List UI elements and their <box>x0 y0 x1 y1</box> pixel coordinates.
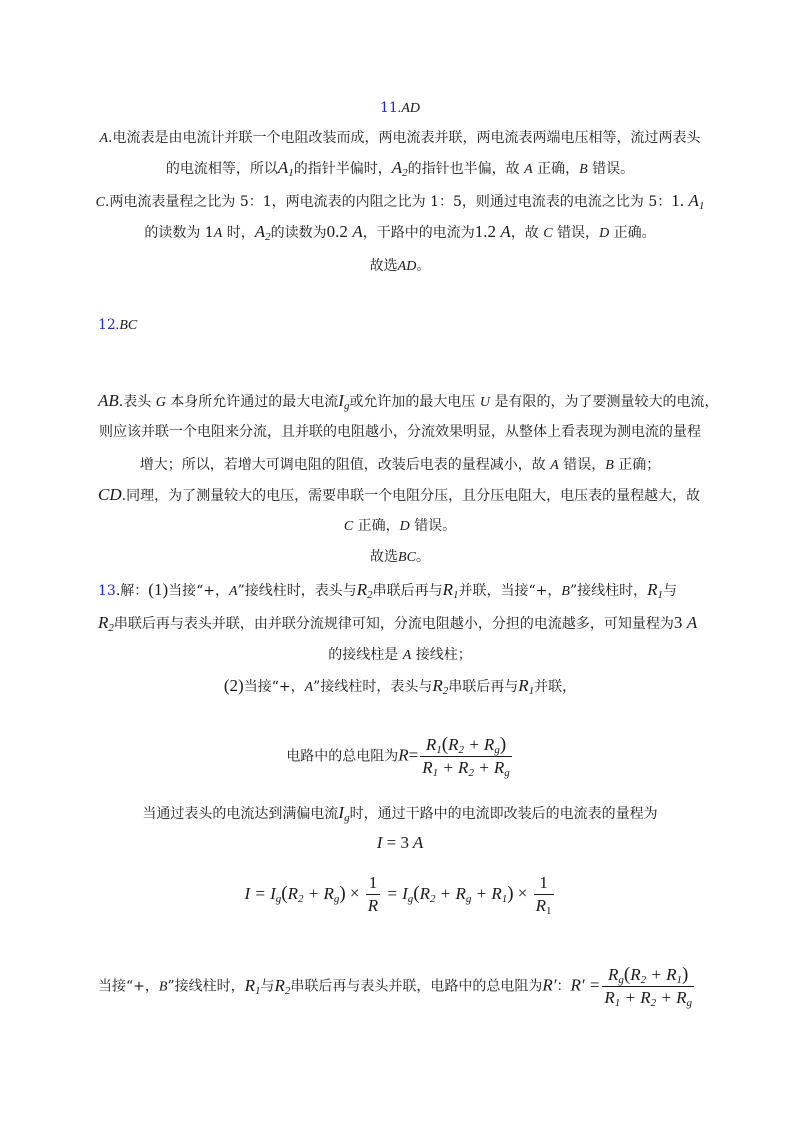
q11-a-line1: A.电流表是由电流计并联一个电阻改装而成，两电流表并联，两电流表两端电压相等，流过两表头 <box>99 130 701 146</box>
q13-number: 13 <box>98 583 116 599</box>
q12-choose: 故选BC。 <box>370 549 430 565</box>
q11-answer: .AD <box>397 101 420 116</box>
q12-cd-line2: C 正确，D 错误。 <box>343 518 457 534</box>
q13-current-formula: $I = I_g(R_2 + R_g)$ × $\frac{1}{R}$ = $I_g(R_2 + R_g + R_1)$ × $\frac{1}{R_1}$ <box>244 873 552 917</box>
q13-current-eq: I = 3 A <box>376 833 424 852</box>
q12-ab-line1: AB.表头 G 本身所允许通过的最大电流$I_g$或允许加的最大电压 U 是有限的，为了要测量较大的电流， <box>98 391 719 412</box>
q11-choose: 故选AD。 <box>369 258 431 274</box>
q12-cd-line1: CD.同理，为了测量较大的电压，需要串联一个电阻分压，且分压电阻大，电压表的量程越大，故 <box>98 485 701 504</box>
q11-c-line1: C.两电流表量程之比为 5：1，两电流表的内阻之比为 1：5，则通过电流表的电流之比为 5：1. $A_1$ <box>95 191 705 212</box>
resistance-prime-fraction: $\frac{R_g(R_2 + R_1)}{R_1 + R_2 + R_g}$ <box>604 964 692 1009</box>
q13-total-resistance: 电路中的总电阻为R= $\frac{R_1(R_2 + R_g)}{R_1 + R_2 + R_g}$ <box>286 734 510 779</box>
q12-ab-line3: 增大；所以，若增大可调电阻的阻值，改装后电表的量程减小，故 A 错误，B 正确； <box>139 457 661 473</box>
q13-line3: 的接线柱是 A 接线柱； <box>328 647 472 663</box>
q13-line4: (2)当接“+，A”接线柱时，表头与$R_2$串联后再与$R_1$并联， <box>223 676 577 697</box>
q12-heading <box>98 315 137 336</box>
q11-heading <box>0 98 800 119</box>
q13-last-line: 当接“+，B”接线柱时，$R_1$与$R_2$串联后再与表头并联，电路中的总电阻为R′：R′ = $\frac{R_g(R_2 + R_1)}{R_1 + R_2 + R_g}$ <box>98 964 692 1009</box>
q11-a-line2: 的电流相等，所以$A_1$的指针半偏时，$A_2$的指针也半偏，故 A 正确，B 错误。 <box>165 158 635 179</box>
q13-line1: 13.解：(1)当接“+，A”接线柱时，表头与$R_2$串联后再与$R_1$并联，当接“+，B”接线柱时，$R_1$与 <box>98 580 678 601</box>
q11-c-line2: 的读数为 1A 时，$A_2$的读数为0.2 A，干路中的电流为1.2 A，故 C 错误，D 正确。 <box>144 222 656 243</box>
q12-number: 12 <box>98 317 116 333</box>
q11-number: 11 <box>380 100 398 116</box>
q13-line2: $R_2$串联后再与表头并联，由并联分流规律可知，分流电阻越小，分担的电流越多，可知量程为3 A <box>98 613 698 634</box>
q12-answer: .BC <box>115 318 138 333</box>
q12-ab-line2: 则应该并联一个电阻来分流，且并联的电阻越小，分流效果明显，从整体上看表现为测电流的量程 <box>99 424 701 440</box>
resistance-fraction: $\frac{R_1(R_2 + R_g)}{R_1 + R_2 + R_g}$ <box>422 734 510 779</box>
q13-line6: 当通过表头的电流达到满偏电流$I_g$时，通过干路中的电流即改装后的电流表的量程为 <box>142 803 658 824</box>
